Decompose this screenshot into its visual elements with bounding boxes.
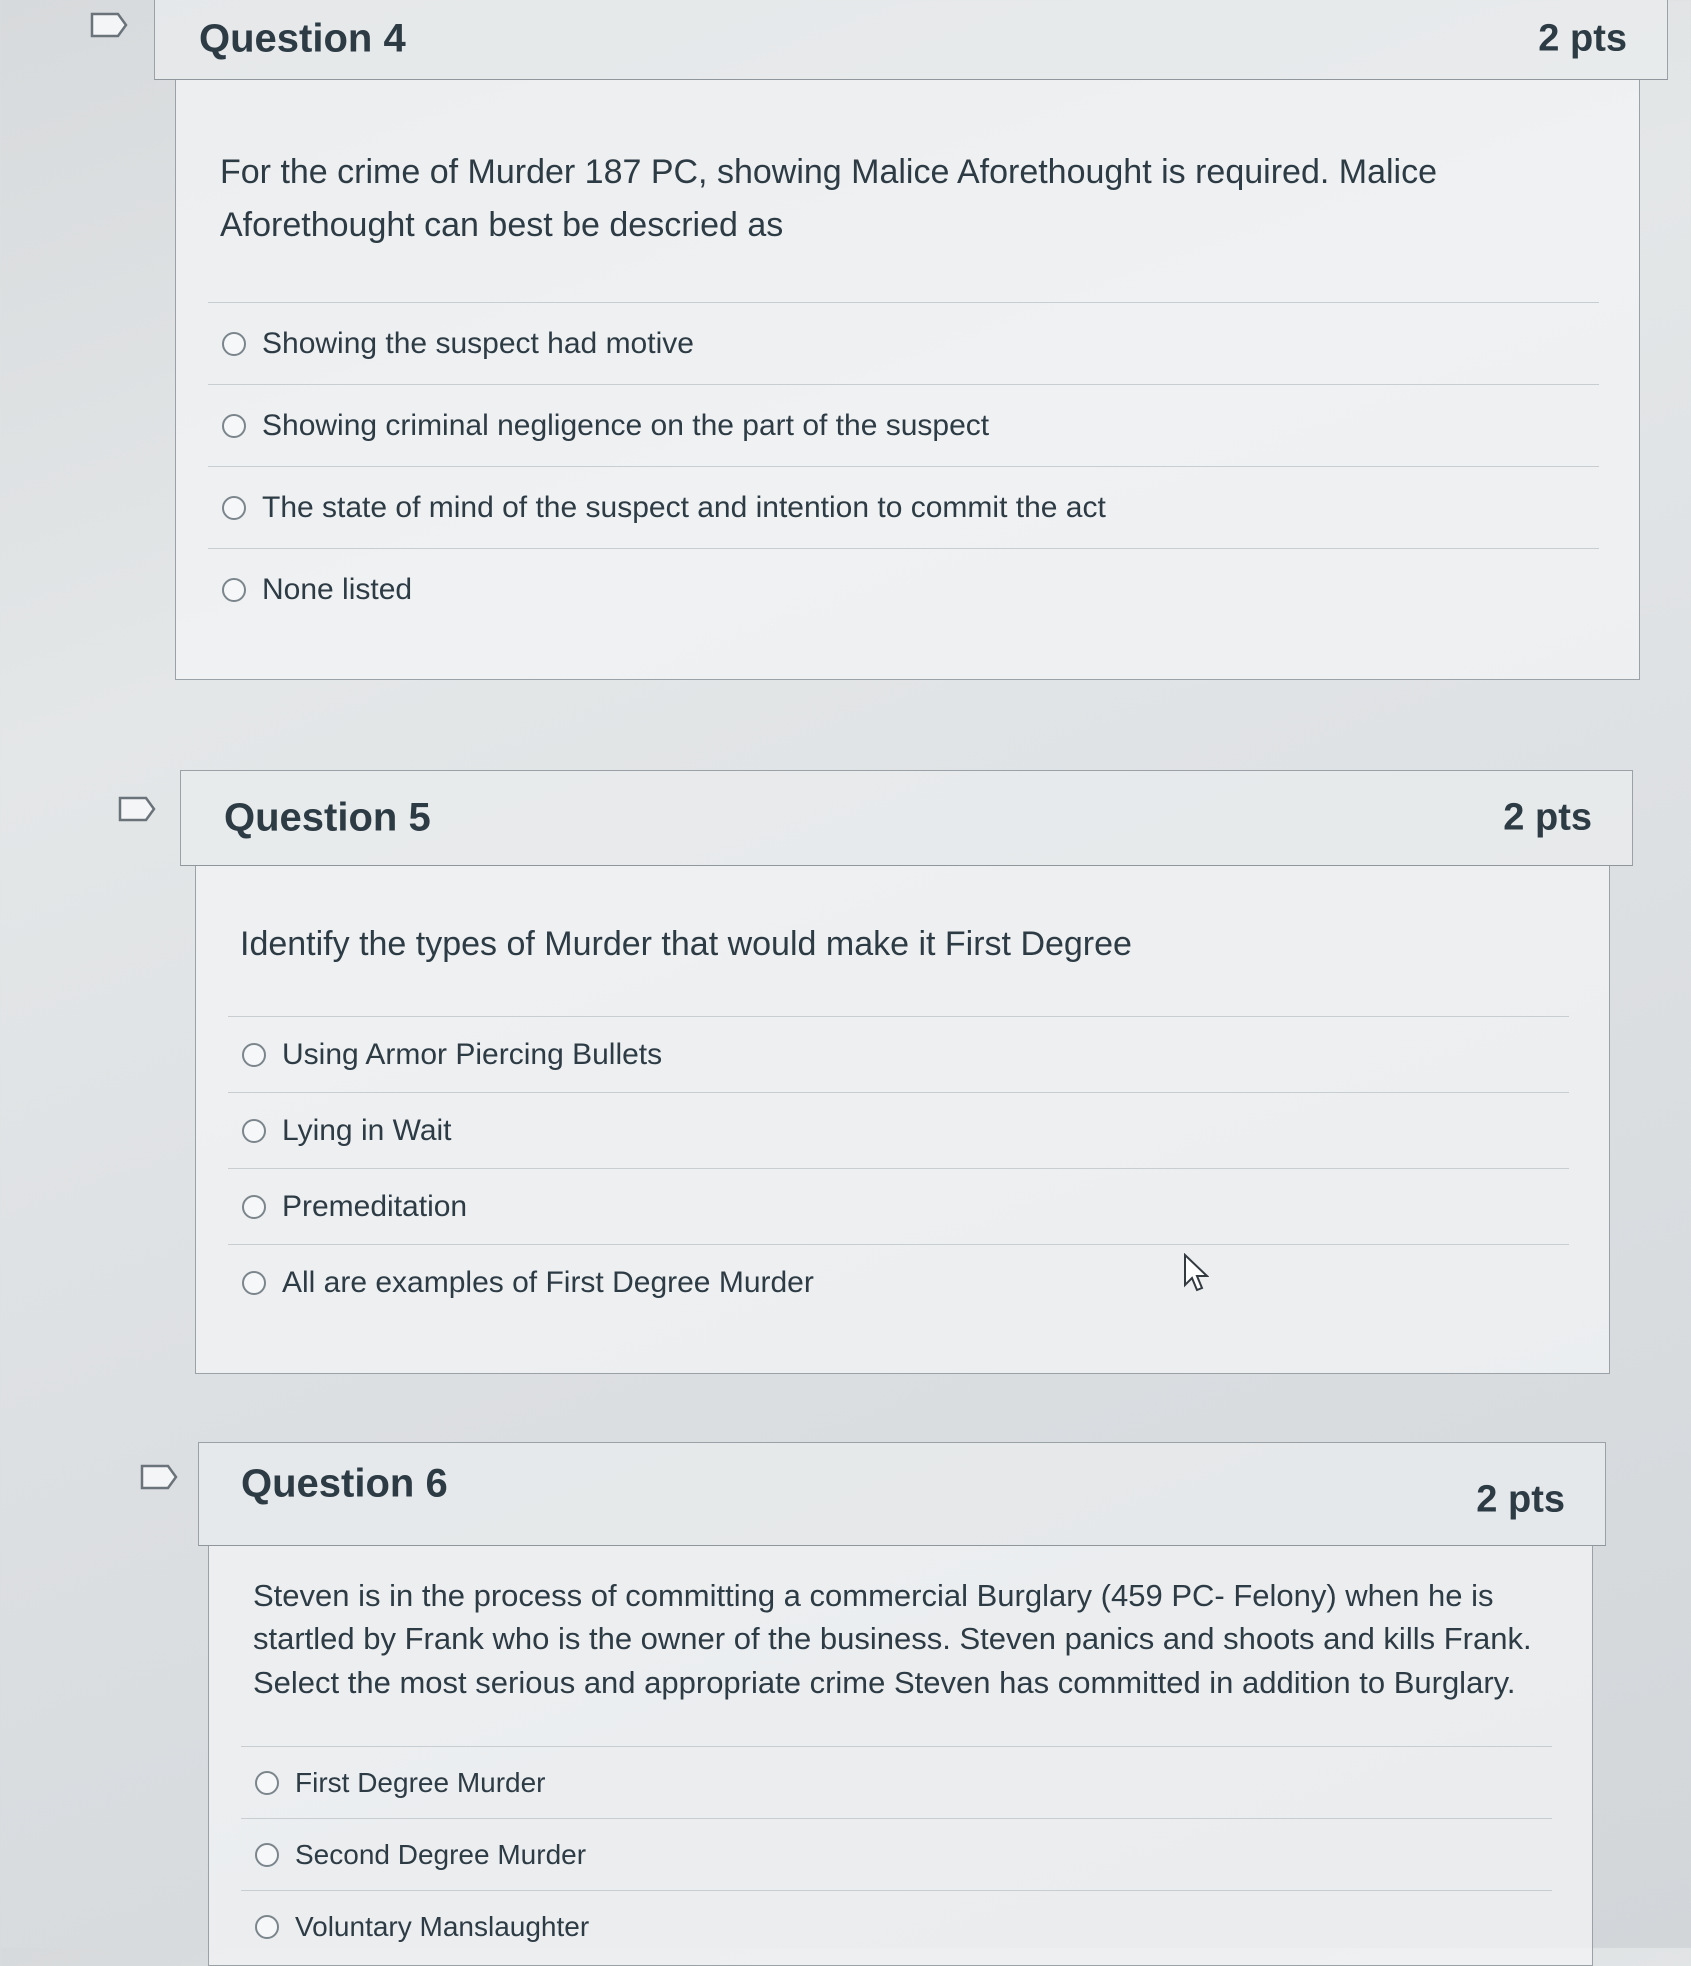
answer-list [208, 302, 1599, 630]
question-body [208, 1546, 1593, 1966]
question-points: 2 pts [1538, 17, 1627, 60]
question-header [180, 770, 1633, 866]
question-text: Identify the types of Murder that would make it First Degree [240, 925, 1132, 963]
question-header [198, 1442, 1606, 1546]
answer-label: Showing criminal negligence on the part of the suspect [262, 408, 990, 442]
answer-option[interactable] [208, 384, 1599, 466]
answer-option[interactable] [228, 1092, 1569, 1168]
answer-option[interactable] [208, 302, 1599, 384]
question-title: Question 6 [241, 1461, 448, 1506]
answer-label: The state of mind of the suspect and intention to commit the act [262, 490, 1106, 524]
mouse-pointer-icon [1183, 1253, 1209, 1293]
question-6 [0, 1430, 1691, 1948]
question-body [175, 80, 1640, 680]
question-body [195, 866, 1610, 1374]
answer-label: Voluntary Manslaughter [295, 1910, 590, 1942]
flag-bookmark-icon[interactable] [90, 12, 128, 38]
radio-button[interactable] [242, 1271, 266, 1295]
question-text: For the crime of Murder 187 PC, showing Malice Aforethought is required. Malice Aforethought can best be descried as [220, 153, 1437, 244]
radio-button[interactable] [222, 578, 246, 602]
answer-label: Lying in Wait [282, 1113, 452, 1147]
radio-button[interactable] [222, 414, 246, 438]
radio-button[interactable] [255, 1771, 279, 1795]
answer-label: First Degree Murder [295, 1766, 546, 1798]
answer-option[interactable] [228, 1168, 1569, 1244]
radio-button[interactable] [222, 496, 246, 520]
question-title: Question 4 [199, 16, 406, 61]
answer-label: Showing the suspect had motive [262, 326, 694, 360]
question-text: Steven is in the process of committing a commercial Burglary (459 PC- Felony) when he is startled by Frank who is the owner of the business. Steven panics and shoots and kills Frank. Select the most serious and appropriate crime Steven has committed in addition to Burglary. [253, 1578, 1532, 1700]
answer-option[interactable] [241, 1890, 1552, 1962]
answer-option[interactable] [241, 1818, 1552, 1890]
answer-list [241, 1746, 1552, 1962]
answer-option[interactable] [241, 1746, 1552, 1818]
answer-option[interactable] [208, 548, 1599, 630]
radio-button[interactable] [242, 1119, 266, 1143]
radio-button[interactable] [242, 1043, 266, 1067]
question-title: Question 5 [224, 795, 431, 840]
radio-button[interactable] [255, 1915, 279, 1939]
answer-option[interactable] [228, 1016, 1569, 1092]
radio-button[interactable] [222, 332, 246, 356]
question-5 [0, 760, 1691, 1380]
question-4 [0, 0, 1691, 690]
flag-bookmark-icon[interactable] [140, 1464, 178, 1490]
question-points: 2 pts [1503, 796, 1592, 839]
question-points: 2 pts [1476, 1478, 1565, 1521]
answer-label: Premeditation [282, 1189, 468, 1223]
answer-label: None listed [262, 572, 413, 606]
flag-bookmark-icon[interactable] [118, 796, 156, 822]
answer-label: All are examples of First Degree Murder [282, 1265, 814, 1299]
answer-option[interactable] [208, 466, 1599, 548]
radio-button[interactable] [242, 1195, 266, 1219]
radio-button[interactable] [255, 1843, 279, 1867]
answer-option[interactable] [228, 1244, 1569, 1320]
question-header [154, 0, 1668, 80]
answer-label: Second Degree Murder [295, 1838, 587, 1870]
answer-list [228, 1016, 1569, 1320]
answer-label: Using Armor Piercing Bullets [282, 1037, 663, 1071]
